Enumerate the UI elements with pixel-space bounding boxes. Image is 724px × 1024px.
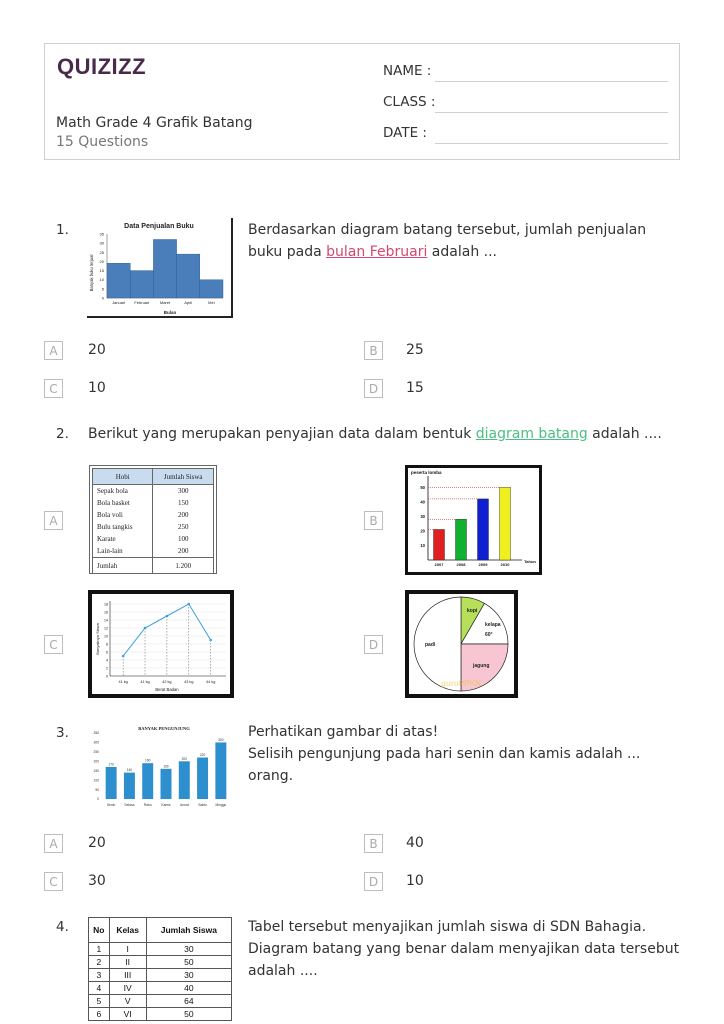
y-tick-label: 2: [106, 666, 108, 671]
bar: [177, 254, 200, 298]
question-number: 3.: [56, 725, 69, 741]
watermark: guruPPKN: [441, 679, 481, 688]
data-label: 200: [181, 756, 187, 761]
worksheet-title: Math Grade 4 Grafik Batang: [56, 115, 253, 131]
table-row: [93, 497, 214, 509]
option-d-image[interactable]: [405, 590, 518, 698]
x-tick-label: 42 kg: [162, 680, 172, 684]
chart-title: peserta lomba: [411, 470, 442, 475]
class-line[interactable]: [435, 112, 668, 113]
x-tick-label: 2007: [434, 562, 444, 567]
table-row: [93, 545, 214, 558]
table-cell: 4: [89, 982, 110, 995]
y-tick-label: 100: [93, 778, 99, 783]
table-cell: 100: [153, 533, 214, 545]
option-a-box[interactable]: A: [44, 341, 63, 360]
y-tick-label: 14: [104, 618, 108, 623]
y-tick-label: 4: [106, 658, 108, 663]
date-line[interactable]: [435, 143, 668, 144]
option-b-text[interactable]: 25: [406, 342, 424, 358]
question-number: 2.: [56, 426, 69, 442]
table-cell: IV: [109, 982, 146, 995]
table-header: Jumlah Siswa: [146, 918, 231, 943]
bar: [142, 763, 153, 799]
table-cell: 250: [153, 521, 214, 533]
y-tick-label: 0: [101, 295, 104, 301]
table-cell: 50: [146, 956, 231, 969]
table-row: [89, 956, 232, 969]
table-cell: 30: [146, 943, 231, 956]
y-tick-label: 50: [420, 484, 425, 490]
data-point: [166, 615, 169, 618]
y-tick-label: 18: [104, 602, 108, 607]
option-c-box[interactable]: C: [44, 379, 63, 398]
pie-slice: [414, 597, 461, 691]
question-count: 15 Questions: [56, 134, 149, 150]
table-cell: 300: [153, 485, 214, 498]
x-tick-label: Rabu: [143, 803, 152, 807]
bar: [161, 769, 172, 799]
bar: [500, 487, 511, 560]
bar: [200, 280, 223, 298]
question-number: 4.: [56, 919, 69, 935]
participants-bar-chart: [408, 468, 539, 572]
y-tick-label: 0: [97, 797, 99, 802]
x-tick-label: Jumat: [179, 803, 189, 807]
table-cell: VI: [109, 1008, 146, 1021]
x-tick-label: 2008: [456, 562, 466, 567]
question-text: [248, 219, 678, 263]
option-d-text[interactable]: 15: [406, 380, 424, 396]
bar: [215, 742, 226, 799]
table-cell: V: [109, 995, 146, 1008]
visitors-bar-chart: [88, 719, 234, 811]
x-tick-label: Februari: [134, 300, 150, 305]
y-tick-label: 30: [99, 240, 104, 246]
question-number: 1.: [56, 222, 69, 238]
data-label: 300: [218, 737, 224, 742]
y-tick-label: 20: [99, 258, 104, 264]
class-label: CLASS :: [383, 94, 436, 110]
data-point: [209, 639, 212, 642]
table-cell: Lain-lain: [93, 545, 153, 558]
data-point: [122, 655, 125, 658]
option-c-box[interactable]: C: [44, 872, 63, 891]
table-header: Hobi: [93, 469, 153, 485]
y-tick-label: 20: [420, 528, 425, 534]
x-tick-label: 2009: [478, 562, 488, 567]
q4-table-image: [88, 917, 232, 1021]
table-row: [93, 509, 214, 521]
name-line[interactable]: [435, 81, 668, 82]
x-tick-label: Januari: [112, 300, 126, 305]
y-tick-label: 0: [106, 674, 108, 679]
quizizz-logo: QUIZIZZ: [57, 54, 147, 79]
table-cell: Bola voli: [93, 509, 153, 521]
x-tick-label: 2010: [500, 562, 510, 567]
chart-title: Data Penjualan Buku: [124, 223, 194, 230]
option-b-box[interactable]: B: [364, 834, 383, 853]
option-c-text[interactable]: 30: [88, 873, 106, 889]
option-d-box[interactable]: D: [364, 379, 383, 398]
option-d-box[interactable]: D: [364, 635, 383, 654]
x-tick-label: 41 kg: [118, 680, 128, 684]
table-row: [89, 1008, 232, 1021]
y-tick-label: 15: [99, 268, 104, 274]
question-text: [248, 721, 688, 787]
option-b-box[interactable]: B: [364, 341, 383, 360]
y-tick-label: 350: [93, 731, 99, 736]
worksheet-header: [44, 43, 680, 160]
bar: [179, 761, 190, 799]
option-a-box[interactable]: A: [44, 834, 63, 853]
x-tick-label: April: [184, 300, 193, 305]
data-label: 140: [126, 768, 133, 773]
y-tick-label: 12: [104, 626, 108, 631]
y-tick-label: 8: [106, 642, 108, 647]
table-row: [89, 943, 232, 956]
x-axis-label: Tahun: [524, 559, 536, 564]
y-tick-label: 25: [99, 249, 104, 255]
bar: [124, 773, 135, 799]
table-cell: 200: [153, 509, 214, 521]
option-c-box[interactable]: C: [44, 635, 63, 654]
bar: [106, 767, 117, 799]
question-line-2: Diagram batang yang benar dalam menyajikan data tersebut: [248, 941, 680, 957]
y-tick-label: 6: [106, 650, 108, 655]
q1-image: [87, 218, 233, 318]
table-cell: Sepak bola: [93, 485, 153, 498]
angle-label: 60°: [485, 632, 493, 638]
sales-bar-chart: [87, 218, 231, 316]
x-tick-label: 43 kg: [184, 680, 194, 684]
x-axis-label: Bulan: [163, 310, 177, 315]
table-cell: Bola basket: [93, 497, 153, 509]
question-text-start: Berdasarkan diagram batang tersebut, jumlah penjualan buku pada: [248, 222, 647, 260]
data-label: 160: [163, 764, 169, 769]
class-students-table: [88, 917, 232, 1021]
data-point: [187, 603, 190, 606]
table-cell: 30: [146, 969, 231, 982]
question-text-start: Berikut yang merupakan penyajian data dalam bentuk: [88, 426, 476, 442]
table-cell: 64: [146, 995, 231, 1008]
table-row: [89, 982, 232, 995]
table-cell: 50: [146, 1008, 231, 1021]
y-tick-label: 10: [99, 277, 104, 283]
bar: [478, 499, 489, 560]
y-tick-label: 5: [101, 286, 104, 292]
question-line-1: Perhatikan gambar di atas!: [248, 724, 439, 740]
y-tick-label: 40: [420, 499, 425, 505]
x-axis-label: Berat Badan: [155, 687, 179, 692]
table-total-value: 1.200: [153, 558, 214, 574]
x-tick-label: Minggu: [215, 803, 227, 807]
slice-label: kopi: [467, 608, 478, 614]
table-row: [89, 969, 232, 982]
table-cell: 1: [89, 943, 110, 956]
weight-line-chart: [92, 594, 230, 694]
y-axis-label: Banyak buku terjual: [89, 254, 94, 292]
table-row: [93, 521, 214, 533]
option-a-text[interactable]: 20: [88, 835, 106, 851]
table-cell: 3: [89, 969, 110, 982]
y-axis-label: Banyaknya Siswa: [95, 623, 100, 655]
x-tick-label: Senin: [106, 803, 116, 807]
x-tick-label: 41 kg: [140, 680, 150, 684]
bar: [197, 758, 208, 799]
option-d-text[interactable]: 10: [406, 873, 424, 889]
option-c-text[interactable]: 10: [88, 380, 106, 396]
table-cell: 150: [153, 497, 214, 509]
y-tick-label: 200: [93, 759, 99, 764]
x-tick-label: Selasa: [124, 803, 135, 807]
question-text: [248, 916, 688, 982]
bar: [107, 263, 130, 298]
bar: [153, 239, 176, 298]
question-line-2: Selisih pengunjung pada hari senin dan kamis adalah ... orang.: [248, 746, 641, 784]
y-tick-label: 35: [99, 231, 104, 237]
table-cell: 200: [153, 545, 214, 558]
y-tick-label: 300: [93, 740, 99, 745]
table-total-label: Jumlah: [93, 558, 153, 574]
slice-label: jagung: [473, 663, 490, 669]
y-tick-label: 50: [95, 787, 99, 792]
option-b-image[interactable]: [405, 465, 542, 575]
bar: [456, 519, 467, 560]
question-line-3: adalah ....: [248, 963, 318, 979]
table-cell: 40: [146, 982, 231, 995]
table-header: No: [89, 918, 110, 943]
table-cell: Bulu tangkis: [93, 521, 153, 533]
y-tick-label: 16: [104, 610, 108, 615]
highlight-link[interactable]: bulan Februari: [326, 244, 428, 260]
q3-image: [88, 719, 234, 811]
option-b-box[interactable]: B: [364, 511, 383, 530]
option-d-box[interactable]: D: [364, 872, 383, 891]
table-cell: III: [109, 969, 146, 982]
table-header: Jumlah Siswa: [153, 469, 214, 485]
question-text: [88, 423, 688, 445]
x-tick-label: 44 kg: [206, 680, 216, 684]
highlight-link[interactable]: diagram batang: [475, 426, 588, 442]
table-row: [93, 485, 214, 498]
crop-pie-chart: [409, 594, 514, 694]
slice-label: padi: [425, 642, 436, 648]
y-tick-label: 250: [93, 750, 99, 755]
option-a-table-image[interactable]: [89, 465, 217, 574]
date-label: DATE :: [383, 125, 427, 141]
x-tick-label: Kamis: [161, 803, 171, 807]
table-row: [93, 533, 214, 545]
question-text-end: adalah ...: [427, 244, 497, 260]
data-point: [144, 627, 147, 630]
y-tick-label: 10: [104, 634, 108, 639]
data-label: 190: [145, 758, 151, 763]
y-tick-label: 10: [420, 542, 425, 548]
table-cell: 6: [89, 1008, 110, 1021]
chart-title: BANYAK PENGUNJUNG: [138, 726, 190, 731]
series-line: [123, 604, 211, 656]
table-cell: 5: [89, 995, 110, 1008]
bar: [434, 529, 445, 560]
x-tick-label: Maret: [159, 300, 171, 305]
table-cell: 2: [89, 956, 110, 969]
slice-label: kelapa: [485, 622, 501, 628]
x-tick-label: Mei: [208, 300, 215, 305]
question-line-1: Tabel tersebut menyajikan jumlah siswa di SDN Bahagia.: [248, 919, 647, 935]
option-c-image[interactable]: [88, 590, 234, 698]
option-a-box[interactable]: A: [44, 511, 63, 530]
name-label: NAME :: [383, 63, 432, 79]
table-header: Kelas: [109, 918, 146, 943]
question-text-end: adalah ....: [587, 426, 662, 442]
y-tick-label: 30: [420, 513, 425, 519]
data-label: 220: [199, 753, 206, 758]
table-cell: I: [109, 943, 146, 956]
bar: [130, 271, 153, 298]
table-row: [89, 995, 232, 1008]
table-cell: II: [109, 956, 146, 969]
hobby-table: [92, 468, 214, 574]
y-tick-label: 150: [93, 768, 99, 773]
table-cell: Karate: [93, 533, 153, 545]
option-b-text[interactable]: 40: [406, 835, 424, 851]
data-label: 170: [108, 762, 114, 767]
option-a-text[interactable]: 20: [88, 342, 106, 358]
x-tick-label: Sabtu: [198, 803, 207, 807]
